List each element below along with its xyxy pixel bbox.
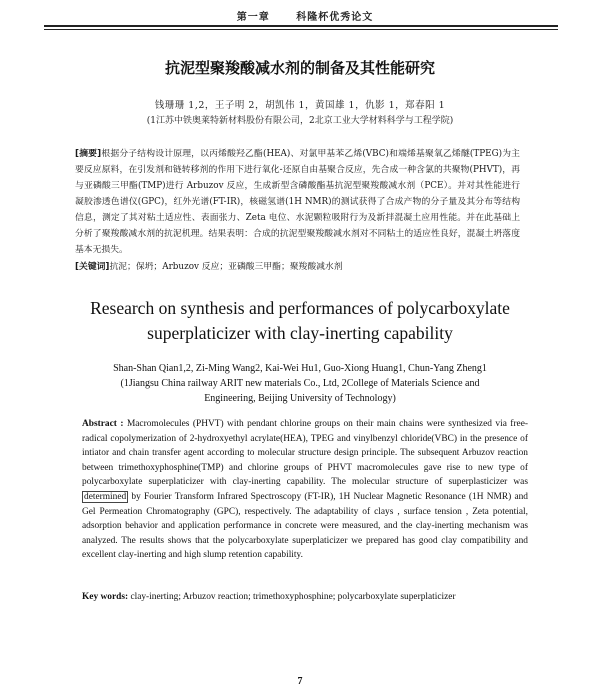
keywords-text-english: clay-inerting; Arbuzov reaction; trimethoxyphosphine; polycarboxylate superplaticizer <box>130 592 456 602</box>
abstract-text-english: Macromolecules (PHVT) with pendant chlorine groups on their main chains were synthesized via free-radical copolymerization of 2-hydroxyethyl acrylate(HEA), TPEG and vinylbenzyl chloride(VBC) in the presence of intiator and chain transfer agent according to molecular structure design principle. The subsequent Arbuzov reaction between trimethoxyphosphine(TMP) and chlorine groups of PHVT macromolecules gave rise to new type of polycarboxylate superplaticizer with clay-inerting capability. The molecular structure of superplasticizer was <box>82 419 528 488</box>
abstract-text-english-cont: by Fourier Transform Infrared Spectroscopy (FT-IR), 1H Nuclear Magnetic Resonance (1H NMR) and Gel Permeation Chromatography (GPC), respectively. The adaptability of clays , surface tension , Zeta potential, adsorption behavior and application performance in concrete were measured, and the clay-inerting mechanism was analyzed. The results shows that the polycarboxylate superplaticizer we prepared has good clay compatibility and excellent clay-inerting and high slump retention capability. <box>82 491 528 561</box>
keywords-label-english: Key words: <box>82 592 129 602</box>
keywords-text-chinese: 抗泥；保坍；Arbuzov 反应；亚磷酸三甲酯；聚羧酸减水剂 <box>109 262 343 272</box>
section-label: 科隆杯优秀论文 <box>296 12 374 23</box>
chapter-label: 第一章 <box>236 12 270 23</box>
abstract-chinese <box>75 146 520 258</box>
highlighted-word: determined <box>84 491 127 502</box>
title-english <box>60 296 540 346</box>
running-header <box>60 8 550 23</box>
title-chinese: 抗泥型聚羧酸减水剂的制备及其性能研究 <box>164 59 435 77</box>
abstract-text-chinese: 根据分子结构设计原理，以丙烯酸羟乙酯(HEA)、对氯甲基苯乙烯(VBC)和端烯基聚氧乙烯醚(TPEG)为主要反应原料，在引发剂和链转移剂的作用下进行氧化-还原自由基聚合反应，先合成一种含氯的共聚物(PHVT)，再与亚磷酸三甲酯(TMP)进行 Arbuzov 反应，生成新型含磷酸酯基抗泥型聚羧酸减水剂（PCE）。并对其性能进行凝胶渗透色谱仪(GPC)，红外光谱(FT-IR)，核磁氢谱(1H NMR)的测试获得了合成产物的分子量及其分布等结构信息，测定了其对粘土适应性、表面张力、Zeta 电位、水泥颗粒吸附行为及新拌混凝土应用性能。并在此基础上分析了聚羧酸减水剂的抗泥机理。结果表明：合成的抗泥型聚羧酸减水剂对不同粘土的适应性良好，混凝土坍落度基本无损失。 <box>75 149 520 255</box>
authors-english: Shan-Shan Qian1,2, Zi-Ming Wang2, Kai-Wei Hu1, Guo-Xiong Huang1, Chun-Yang Zheng1 <box>113 363 487 374</box>
abstract-english <box>82 417 528 563</box>
affiliations-english-line1: (1Jiangsu China railway ARIT new materials Co., Ltd, 2College of Materials Science and <box>120 378 480 389</box>
header-rule-thin <box>44 29 558 30</box>
authors-chinese: 钱珊珊 1,2，王子明 2，胡凯伟 1，黄国雄 1，仇影 1，郑春阳 1 <box>154 100 446 111</box>
title-english-line2: superplaticizer with clay-inerting capability <box>147 323 453 343</box>
keywords-chinese <box>75 259 520 272</box>
page-number: 7 <box>297 676 303 687</box>
affiliations-english <box>90 376 510 406</box>
keywords-label-chinese: [关键词] <box>75 262 110 272</box>
abstract-label-english: Abstract : <box>82 419 124 429</box>
affiliations-english-line2: Engineering, Beijing University of Technology) <box>204 393 396 404</box>
affiliations-chinese: (1江苏中铁奥莱特新材料股份有限公司，2北京工业大学材料科学与工程学院) <box>146 116 454 126</box>
keywords-english <box>82 590 528 605</box>
header-rule <box>44 25 558 27</box>
abstract-label-chinese: [摘要] <box>75 149 102 159</box>
title-english-line1: Research on synthesis and performances of polycarboxylate <box>90 298 510 318</box>
